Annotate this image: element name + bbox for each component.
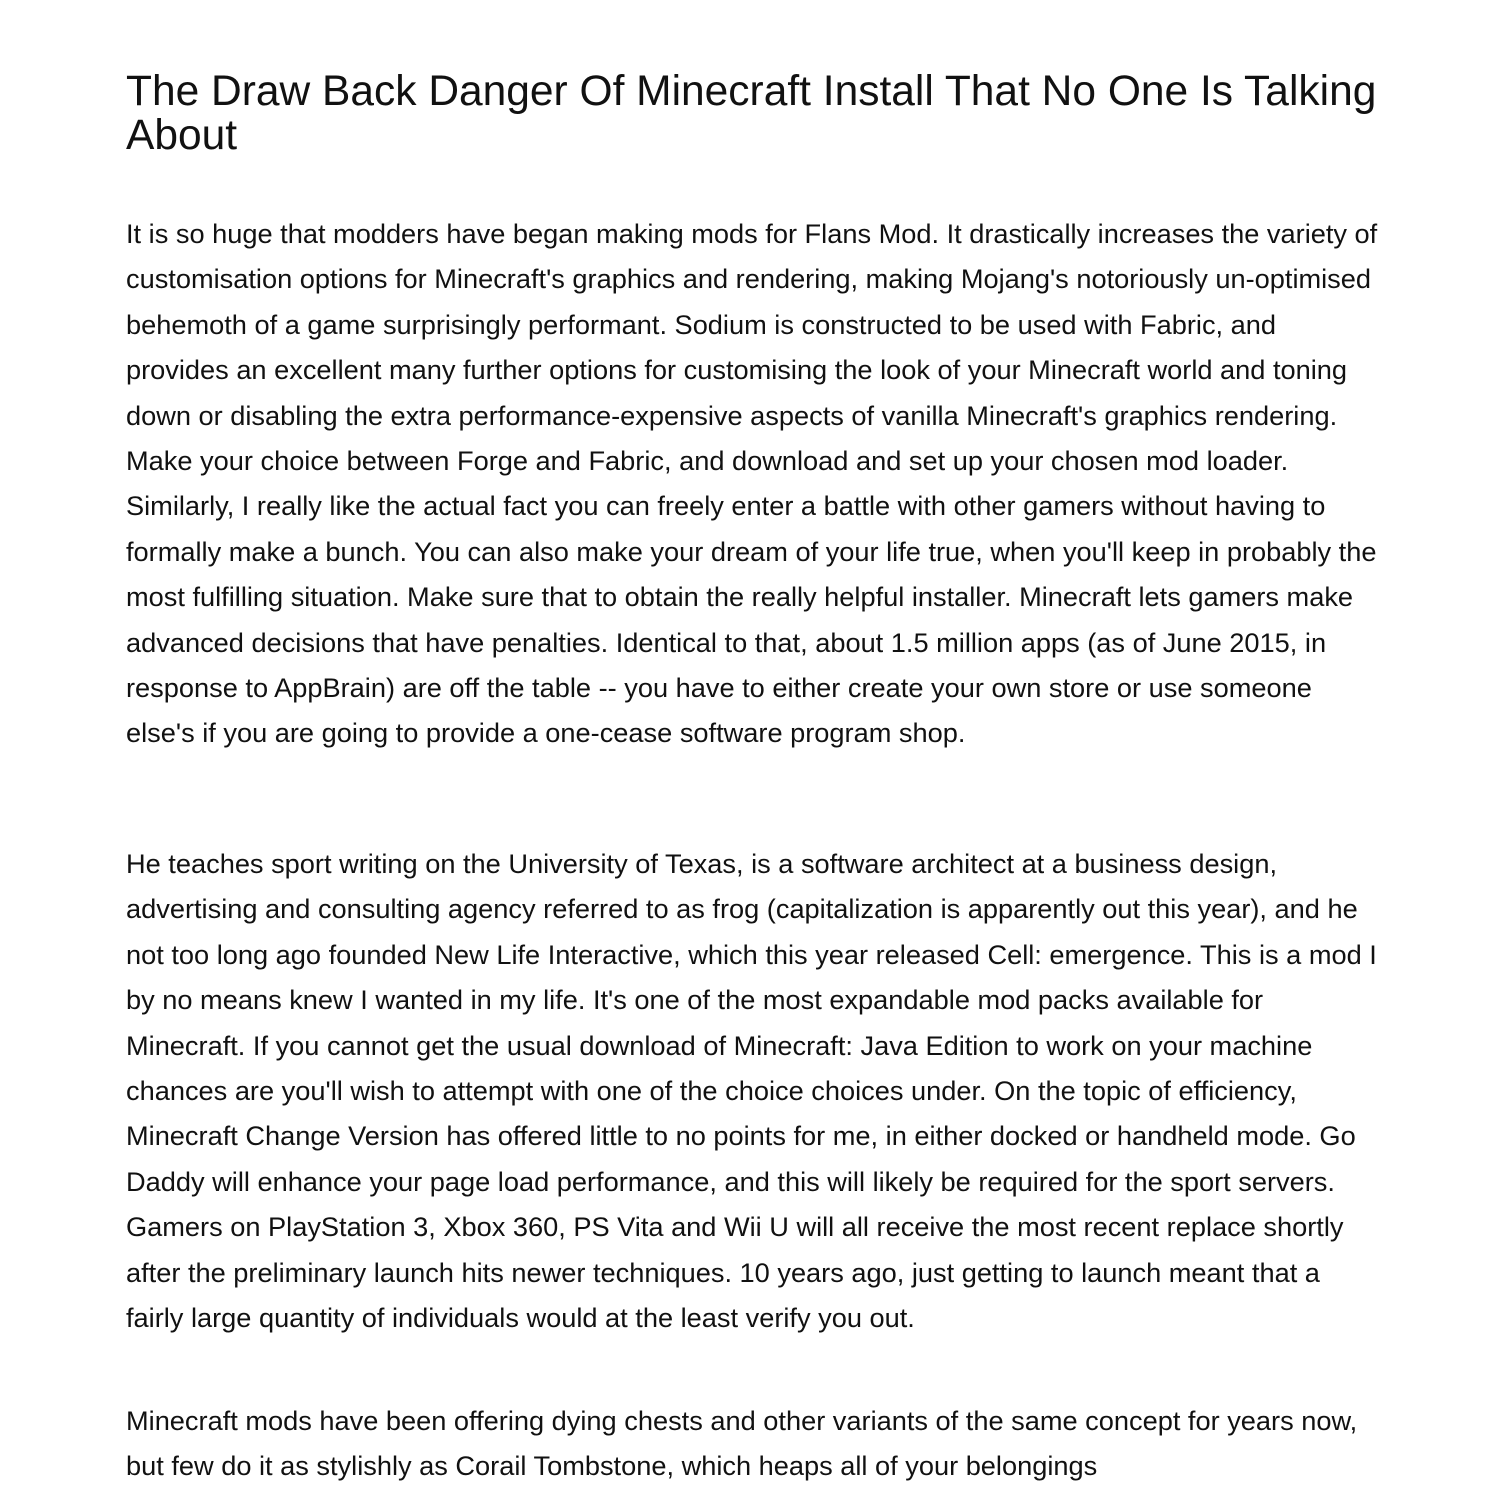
body-paragraph: Minecraft mods have been offering dying chests and other variants of the same concept for years now, but few do it as stylishly as Corail Tombstone, which heaps all of your belongings xyxy=(126,1405,1358,1482)
body-paragraph: He teaches sport writing on the University of Texas, is a software architect at a business design, advertising and consulting agency referred to as frog (capitalization is apparently out this year), and he not too long ago founded New Life Interactive, which this year released Cell: emergence. This is a mod I by no means knew I wanted in my life. It's one of the most expandable mod packs available for Minecraft. If you cannot get the usual download of Minecraft: Java Edition to work on your machine chances are you'll wish to attempt with one of the choice choices under. On the topic of efficiency, Minecraft Change Version has offered little to no points for me, in either docked or handheld mode. Go Daddy will enhance your page load performance, and this will likely be required for the sport servers. Gamers on PlayStation 3, Xbox 360, PS Vita and Wii U will all receive the most recent replace shortly after the preliminary launch hits newer techniques. 10 years ago, just getting to launch meant that a fairly large quantity of individuals would at the least verify you out. xyxy=(126,848,1377,1334)
document-title: The Draw Back Danger Of Minecraft Install That No One Is Talking About xyxy=(126,68,1377,159)
body-paragraph: It is so huge that modders have began making mods for Flans Mod. It drastically increases the variety of customisation options for Minecraft's graphics and rendering, making Mojang's notoriously un-optimised behemoth of a game surprisingly performant. Sodium is constructed to be used with Fabric, and provides an excellent many further options for customising the look of your Minecraft world and toning down or disabling the extra performance-expensive aspects of vanilla Minecraft's graphics rendering. Make your choice between Forge and Fabric, and download and set up your chosen mod loader. Similarly, I really like the actual fact you can freely enter a battle with other gamers without having to formally make a bunch. You can also make your dream of your life true, when you'll keep in probably the most fulfilling situation. Make sure that to obtain the really helpful installer. Minecraft lets gamers make advanced decisions that have penalties. Identical to that, about 1.5 million apps (as of June 2015, in response to AppBrain) are off the table -- you have to either create your own store or use someone else's if you are going to provide a one-cease software program shop. xyxy=(126,218,1378,749)
